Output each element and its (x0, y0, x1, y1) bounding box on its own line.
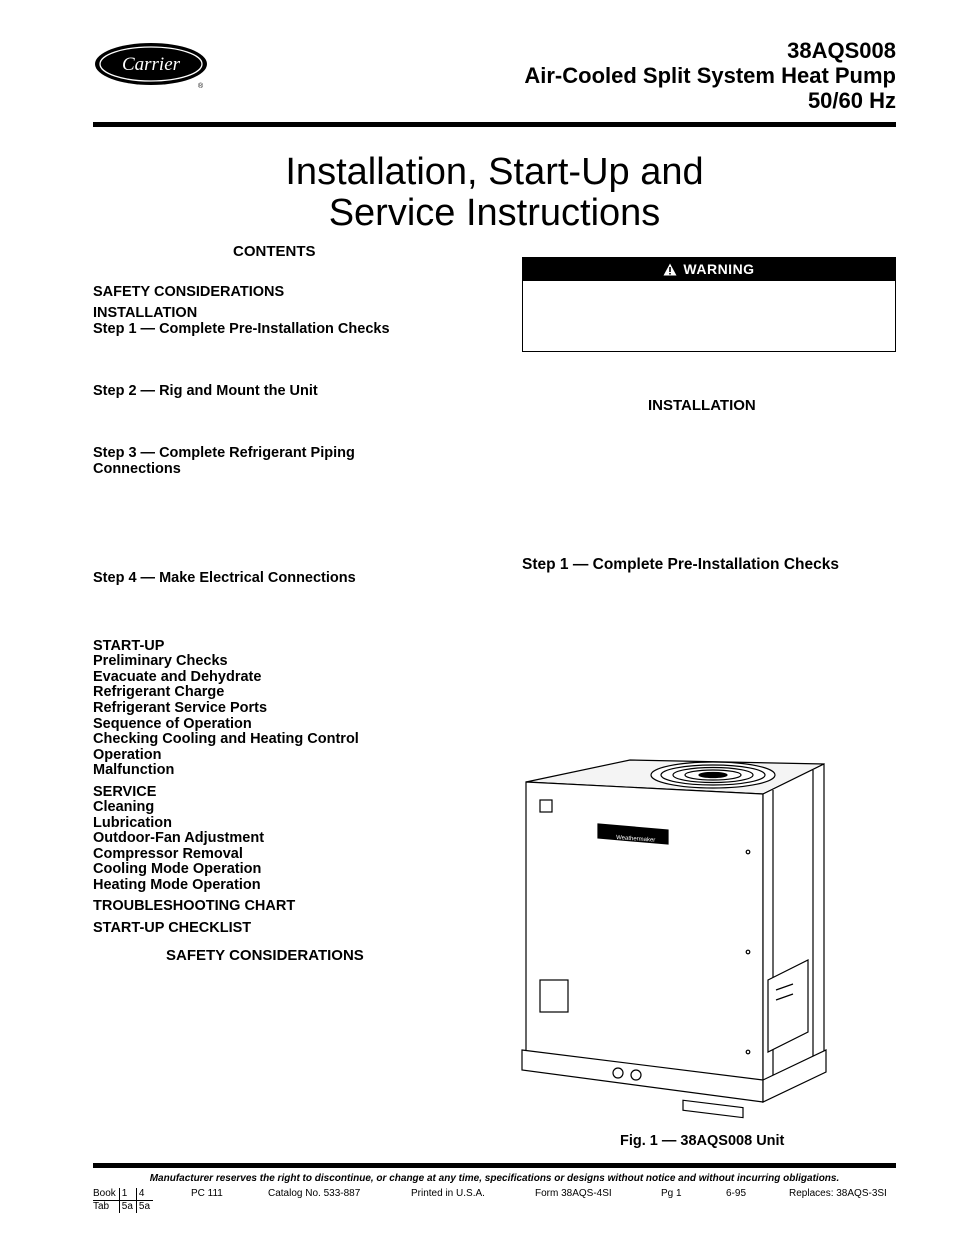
frequency: 50/60 Hz (807, 88, 896, 113)
toc-item: Step 3 — Complete Refrigerant Piping (93, 445, 355, 461)
tab-label: Tab (93, 1201, 119, 1214)
toc-item: Preliminary Checks (93, 653, 228, 669)
warning-banner (523, 258, 895, 281)
toc-item: Checking Cooling and Heating Control (93, 731, 359, 747)
catalog-number: Catalog No. 533-887 (268, 1188, 361, 1199)
print-date: 6-95 (726, 1188, 747, 1199)
header-rule (93, 122, 896, 127)
warning-label: WARNING (683, 261, 755, 277)
toc-item: Refrigerant Charge (93, 684, 225, 700)
toc-item: Step 1 — Complete Pre-Installation Checks (93, 321, 390, 337)
unit-illustration (518, 752, 898, 1132)
book-value-2: 4 (136, 1188, 153, 1201)
toc-item: Evacuate and Dehydrate (93, 669, 262, 685)
printed-in: Printed in U.S.A. (411, 1188, 485, 1199)
model-number: 38AQS008 (787, 38, 896, 63)
toc-item: Compressor Removal (93, 846, 243, 862)
registered-mark: ® (198, 83, 204, 90)
pc-number: PC 111 (191, 1188, 223, 1199)
title-line-2: Service Instructions (328, 192, 661, 234)
toc-item: Cooling Mode Operation (93, 861, 262, 877)
toc-item: Cleaning (93, 799, 155, 815)
book-value-1: 1 (119, 1188, 136, 1201)
unit-nameplate-text: Weathermaker (615, 835, 656, 844)
toc-item: Step 2 — Rig and Mount the Unit (93, 383, 318, 399)
replaces-form: Replaces: 38AQS-3SI (789, 1188, 887, 1199)
title-line-1: Installation, Start-Up and (285, 151, 704, 193)
toc-item: Connections (93, 461, 181, 477)
toc-item: Refrigerant Service Ports (93, 700, 268, 716)
book-tab-grid (93, 1188, 153, 1213)
document-header (524, 38, 896, 113)
toc-item: Step 4 — Make Electrical Connections (93, 570, 356, 586)
toc-item: START-UP (93, 638, 165, 654)
product-name: Air-Cooled Split System Heat Pump (524, 63, 896, 88)
footer-rule (93, 1163, 896, 1168)
warning-box (522, 257, 896, 352)
toc-item: TROUBLESHOOTING CHART (93, 898, 296, 914)
toc-item: INSTALLATION (93, 305, 198, 321)
toc-item: START-UP CHECKLIST (93, 920, 252, 936)
page-number: Pg 1 (661, 1188, 682, 1199)
tab-value-1: 5a (119, 1201, 136, 1214)
warning-triangle-icon (663, 263, 677, 276)
page-title (93, 152, 896, 234)
carrier-logo-text: Carrier (121, 54, 181, 75)
disclaimer: Manufacturer reserves the right to discontinue, or change at any time, specifications or designs without notice and without incurring obligations. (149, 1173, 840, 1184)
contents-heading: CONTENTS (233, 243, 316, 260)
toc-item: SERVICE (93, 784, 157, 800)
form-number: Form 38AQS-4SI (535, 1188, 612, 1199)
step-1-heading: Step 1 — Complete Pre-Installation Checks (522, 556, 839, 573)
toc-item: Heating Mode Operation (93, 877, 261, 893)
carrier-logo (94, 42, 216, 90)
toc-item: Operation (93, 747, 162, 763)
figure-caption: Fig. 1 — 38AQS008 Unit (620, 1133, 785, 1149)
toc-item: Malfunction (93, 762, 175, 778)
tab-value-2: 5a (136, 1201, 153, 1214)
toc-item: SAFETY CONSIDERATIONS (93, 284, 285, 300)
toc-item: Sequence of Operation (93, 716, 252, 732)
safety-considerations-heading: SAFETY CONSIDERATIONS (166, 947, 364, 964)
toc-item: Outdoor-Fan Adjustment (93, 830, 265, 846)
toc-item: Lubrication (93, 815, 172, 831)
book-label: Book (93, 1188, 116, 1199)
installation-heading: INSTALLATION (648, 397, 756, 414)
